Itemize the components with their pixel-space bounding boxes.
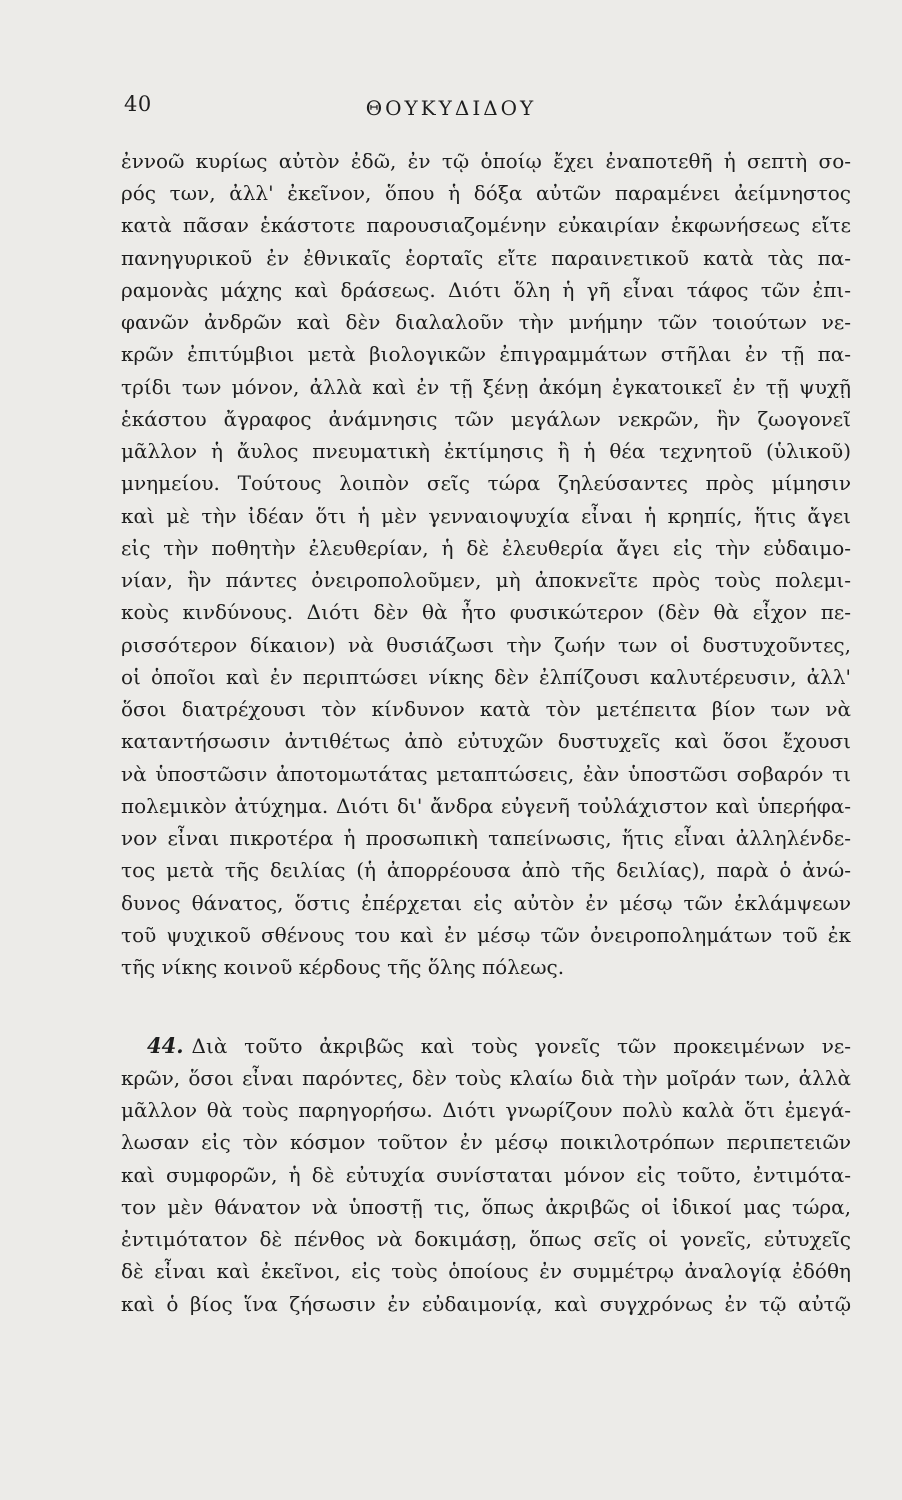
text-line: ἐννοῶ κυρίως αὐτὸν ἐδῶ, ἐν τῷ ὁποίῳ ἔχει ἐναποτεθῆ ἡ σεπτὴ σο- xyxy=(121,149,851,173)
text-line: τος μετὰ τῆς δειλίας (ἡ ἀπορρέουσα ἀπὸ τῆς δειλίας), παρὰ ὁ ἀνώ- xyxy=(121,858,851,882)
text-line: κρῶν, ὅσοι εἶναι παρόντες, δὲν τοὺς κλαίω διὰ τὴν μοῖράν των, ἀλλὰ xyxy=(121,1066,851,1090)
text-line: κοὺς κινδύνους. Διότι δὲν θὰ ἦτο φυσικώτερον (δὲν θὰ εἶχον πε- xyxy=(121,600,851,624)
text-line: νὰ ὑποστῶσιν ἀποτομωτάτας μεταπτώσεις, ἐὰν ὑποστῶσι σοβαρόν τι xyxy=(121,762,851,786)
page-number: 40 xyxy=(124,92,152,116)
text-line: ραμονὰς μάχης καὶ δράσεως. Διότι ὅλη ἡ γῆ εἶναι τάφος τῶν ἐπι- xyxy=(121,278,851,302)
text-line: τον μὲν θάνατον νὰ ὑποστῇ τις, ὅπως ἀκριβῶς οἱ ἰδικοί μας τώρα, xyxy=(121,1195,851,1219)
text-line: ρός των, ἀλλ' ἐκεῖνον, ὅπου ἡ δόξα αὐτῶν παραμένει ἀείμνηστος xyxy=(121,181,851,205)
text-line: νον εἶναι πικροτέρα ἡ προσωπικὴ ταπείνωσις, ἥτις εἶναι ἀλληλένδε- xyxy=(121,826,851,850)
text-line: κατὰ πᾶσαν ἑκάστοτε παρουσιαζομένην εὐκαιρίαν ἐκφωνήσεως εἴτε xyxy=(121,213,851,237)
text-line: καταντήσωσιν ἀντιθέτως ἀπὸ εὐτυχῶν δυστυχεῖς καὶ ὅσοι ἔχουσι xyxy=(121,729,851,753)
text-line: τοῦ ψυχικοῦ σθένους του καὶ ἐν μέσῳ τῶν ὀνειροπολημάτων τοῦ ἐκ xyxy=(121,923,851,947)
text-line: καὶ ὁ βίος ἵνα ζήσωσιν ἐν εὐδαιμονίᾳ, καὶ συγχρόνως ἐν τῷ αὐτῷ xyxy=(121,1292,851,1316)
text-line: τῆς νίκης κοινοῦ κέρδους τῆς ὅλης πόλεως. xyxy=(121,955,565,979)
text-line: καὶ μὲ τὴν ἰδέαν ὅτι ἡ μὲν γενναιοψυχία εἶναι ἡ κρηπίς, ἥτις ἄγει xyxy=(121,504,851,528)
text-line: ἑκάστου ἄγραφος ἀνάμνησις τῶν μεγάλων νεκρῶν, ἣν ζωογονεῖ xyxy=(121,407,851,431)
text-line: πανηγυρικοῦ ἐν ἐθνικαῖς ἑορταῖς εἴτε παραινετικοῦ κατὰ τὰς πα- xyxy=(121,246,851,270)
text-line: καὶ συμφορῶν, ἡ δὲ εὐτυχία συνίσταται μόνον εἰς τοῦτο, ἐντιμότα- xyxy=(121,1163,851,1187)
text-line: οἱ ὁποῖοι καὶ ἐν περιπτώσει νίκης δὲν ἐλπίζουσι καλυτέρευσιν, ἀλλ' xyxy=(121,665,851,689)
text-line: δυνος θάνατος, ὅστις ἐπέρχεται εἰς αὐτὸν ἐν μέσῳ τῶν ἐκλάμψεων xyxy=(121,891,851,915)
text-line: δὲ εἶναι καὶ ἐκεῖνοι, εἰς τοὺς ὁποίους ἐν συμμέτρῳ ἀναλογίᾳ ἐδόθη xyxy=(121,1259,851,1283)
text-line-part: Διὰ τοῦτο ἀκριβῶς καὶ τοὺς γονεῖς τῶν προκειμένων νε- xyxy=(191,1034,851,1058)
text-line: ὅσοι διατρέχουσι τὸν κίνδυνον κατὰ τὸν μετέπειτα βίον των νὰ xyxy=(121,697,851,721)
text-line: κρῶν ἐπιτύμβιοι μετὰ βιολογικῶν ἐπιγραμμάτων στῆλαι ἐν τῇ πα- xyxy=(121,342,851,366)
text-line: μᾶλλον θὰ τοὺς παρηγορήσω. Διότι γνωρίζουν πολὺ καλὰ ὅτι ἐμεγά- xyxy=(121,1098,851,1122)
text-line: μᾶλλον ἡ ἄυλος πνευματικὴ ἐκτίμησις ἢ ἡ θέα τεχνητοῦ (ὑλικοῦ) xyxy=(121,439,851,463)
text-line: φανῶν ἀνδρῶν καὶ δὲν διαλαλοῦν τὴν μνήμην τῶν τοιούτων νε- xyxy=(121,310,851,334)
text-line: πολεμικὸν ἀτύχημα. Διότι δι' ἄνδρα εὐγενῆ τοὐλάχιστον καὶ ὑπερήφα- xyxy=(121,794,851,818)
text-line: λωσαν εἰς τὸν κόσμον τοῦτον ἐν μέσῳ ποικιλοτρόπων περιπετειῶν xyxy=(121,1130,851,1154)
text-line: νίαν, ἣν πάντες ὀνειροπολοῦμεν, μὴ ἀποκνεῖτε πρὸς τοὺς πολεμι- xyxy=(121,568,851,592)
text-line: τρίδι των μόνον, ἀλλὰ καὶ ἐν τῇ ξένῃ ἀκόμη ἐγκατοικεῖ ἐν τῇ ψυχῇ xyxy=(121,375,851,399)
running-title: ΘΟΥΚΥΔΙΔΟΥ xyxy=(365,96,537,120)
section-number: 44. xyxy=(147,1033,184,1058)
text-line: ἐντιμότατον δὲ πένθος νὰ δοκιμάσῃ, ὅπως σεῖς οἱ γονεῖς, εὐτυχεῖς xyxy=(121,1227,851,1251)
text-line: εἰς τὴν ποθητὴν ἐλευθερίαν, ἡ δὲ ἐλευθερία ἄγει εἰς τὴν εὐδαιμο- xyxy=(121,536,851,560)
text-line: ρισσότερον δίκαιον) νὰ θυσιάζωσι τὴν ζωήν των οἱ δυστυχοῦντες, xyxy=(121,633,851,657)
section-first-line xyxy=(121,1031,851,1061)
text-line: μνημείου. Τούτους λοιπὸν σεῖς τώρα ζηλεύσαντες πρὸς μίμησιν xyxy=(121,471,851,495)
